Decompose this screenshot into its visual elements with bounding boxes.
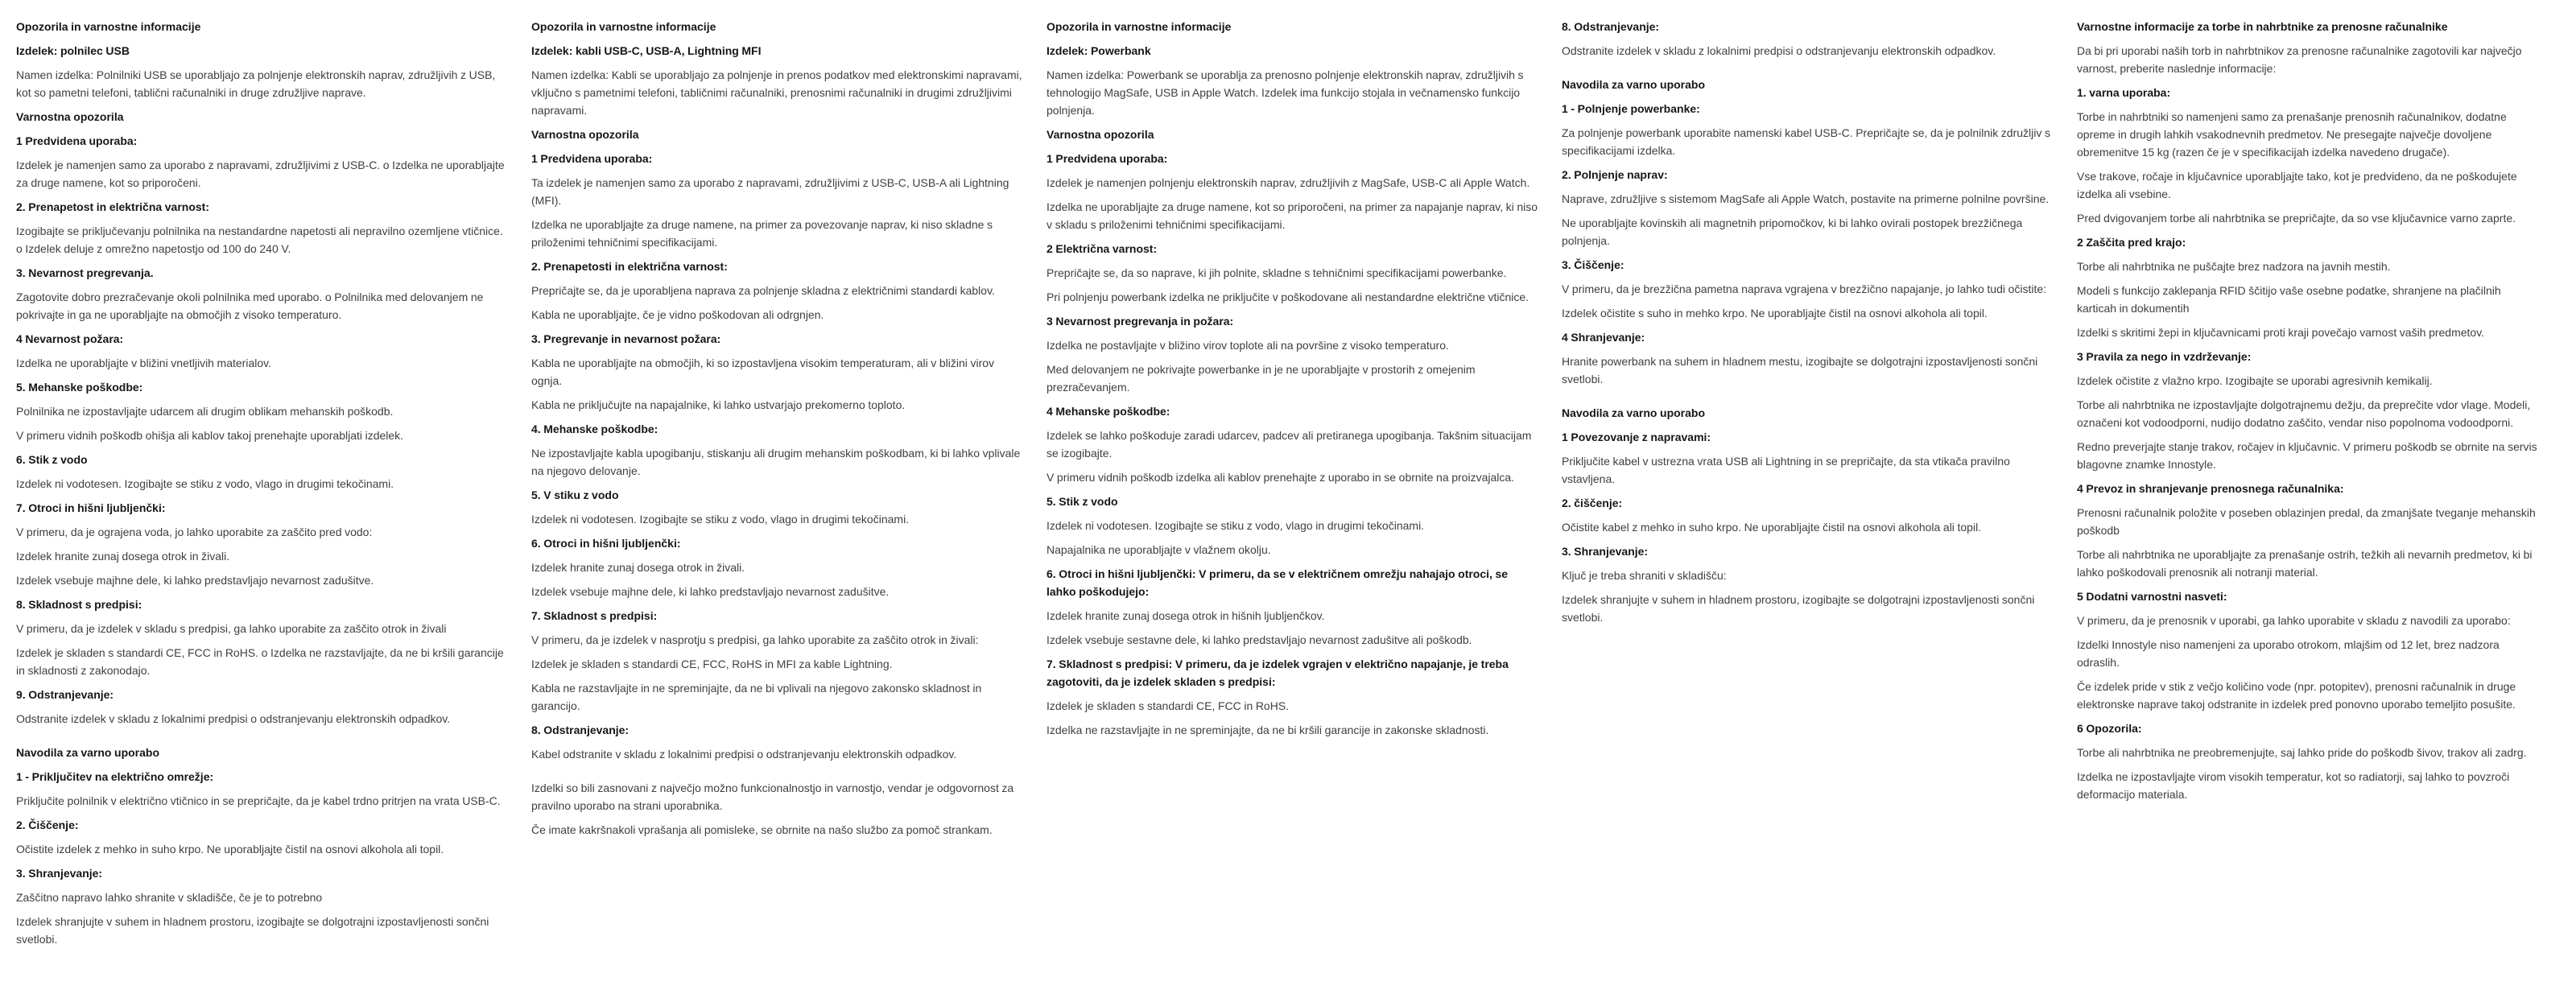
section-heading: 4 Prevoz in shranjevanje prenosnega računalnika: [2077, 482, 2344, 495]
section-heading: 5. V stiku z vodo [531, 489, 619, 501]
paragraph: Izdelka ne postavljajte v bližino virov toplote ali na površine z visoko temperaturo. [1046, 339, 1449, 352]
paragraph: V primeru, da je izdelek v nasprotju s predpisi, ga lahko uporabite za zaščito otrok in živali: [531, 633, 979, 646]
section-heading: 6. Otroci in hišni ljubljenčki: [531, 537, 681, 550]
section-heading: 1 Predvidena uporaba: [16, 134, 138, 147]
paragraph: Izdelka ne uporabljajte v bližini vnetljivih materialov. [16, 357, 271, 369]
section-heading: 5. Mehanske poškodbe: [16, 381, 143, 394]
paragraph: Izdelek je skladen s standardi CE, FCC in RoHS. o Izdelka ne razstavljajte, da ne bi kršili garancije in skladnosti z zakonodajo. [16, 646, 504, 677]
paragraph: Izdelek ni vodotesen. Izogibajte se stiku z vodo, vlago in drugimi tekočinami. [1046, 519, 1425, 532]
paragraph: Torbe in nahrbtniki so namenjeni samo za prenašanje prenosnih računalnikov, dodatne opreme in drugih lahkih vsakodnevnih predmetov. Ne presegajte največje dovoljene obremenitve 15 kg (razen če je v specifikacijah izdelka navedeno drugače). [2077, 110, 2507, 159]
paragraph: Ta izdelek je namenjen samo za uporabo z napravami, združljivimi z USB-C, USB-A ali Lightning (MFI). [531, 176, 1009, 207]
paragraph: Kabla ne uporabljajte, če je vidno poškodovan ali odrgnjen. [531, 308, 824, 321]
section-heading: 2 Zaščita pred krajo: [2077, 236, 2186, 249]
section-heading: 4. Mehanske poškodbe: [531, 423, 658, 435]
section-heading: 1 - Priključitev na električno omrežje: [16, 770, 214, 783]
section-heading: 4 Shranjevanje: [1562, 331, 1645, 344]
paragraph: Če izdelek pride v stik z večjo količino vode (npr. potopitev), prenosni računalnik in druge elektronske naprave takoj odstranite in izdelek pred ponovno uporabo temeljito posušite. [2077, 680, 2516, 711]
section-heading: 3. Čiščenje: [1562, 258, 1624, 271]
paragraph: Kabel odstranite v skladu z lokalnimi predpisi o odstranjevanju elektronskih odpadkov. [531, 748, 957, 761]
paragraph: Modeli s funkcijo zaklepanja RFID ščitijo vaše osebne podatke, shranjene na plačilnih karticah in dokumentih [2077, 284, 2501, 315]
paragraph: Vse trakove, ročaje in ključavnice uporabljajte tako, kot je predvideno, da ne poškodujete izdelka ali vsebine. [2077, 170, 2517, 200]
section-heading: 7. Skladnost s predpisi: V primeru, da je izdelek vgrajen v električno napajanje, je treba zagotoviti, da je izdelek skladen s predpisi: [1046, 658, 1509, 688]
section-heading: 9. Odstranjevanje: [16, 688, 114, 701]
paragraph: Izdelek vsebuje majhne dele, ki lahko predstavljajo nevarnost zadušitve. [531, 585, 890, 598]
paragraph: Ne izpostavljajte kabla upogibanju, stiskanju ali drugim mehanskim poškodbam, ki bi lahko vplivale na njegovo delovanje. [531, 447, 1021, 477]
section-heading: 8. Odstranjevanje: [531, 724, 630, 736]
paragraph: Za polnjenje powerbank uporabite namenski kabel USB-C. Prepričajte se, da je polnilnik združljiv s specifikacijami izdelka. [1562, 126, 2050, 157]
section-heading: 4 Nevarnost požara: [16, 332, 124, 345]
section-heading: 2 Električna varnost: [1046, 242, 1158, 255]
section-heading: 6 Opozorila: [2077, 722, 2142, 735]
section-heading: 5. Stik z vodo [1046, 495, 1118, 508]
column-5 [2077, 18, 2542, 810]
paragraph: Izdelek je namenjen samo za uporabo z napravami, združljivimi z USB-C. o Izdelka ne uporabljajte za druge namene, kot so priporočeni. [16, 159, 505, 189]
paragraph: Izdelek hranite zunaj dosega otrok in živali. [16, 550, 230, 563]
paragraph: Ključ je treba shraniti v skladišču: [1562, 569, 1727, 582]
section-heading: 2. Polnjenje naprav: [1562, 168, 1668, 181]
paragraph: Da bi pri uporabi naših torb in nahrbtnikov za prenosne računalnike zagotovili kar največjo varnost, preberite naslednje informacije: [2077, 44, 2522, 75]
paragraph: Pri polnjenju powerbank izdelka ne priključite v poškodovane ali nestandardne električne vtičnice. [1046, 291, 1530, 303]
section-heading: 1 Predvidena uporaba: [531, 152, 653, 165]
paragraph: Odstranite izdelek v skladu z lokalnimi predpisi o odstranjevanju elektronskih odpadkov. [16, 712, 451, 725]
paragraph: Odstranite izdelek v skladu z lokalnimi predpisi o odstranjevanju elektronskih odpadkov. [1562, 44, 1996, 57]
section-heading: 4 Mehanske poškodbe: [1046, 405, 1170, 418]
paragraph: Prepričajte se, da je uporabljena naprava za polnjenje skladna z električnimi standardi kablov. [531, 284, 995, 297]
paragraph: Izdelka ne izpostavljajte virom visokih temperatur, kot so radiatorji, saj lahko to povzroči deformacijo materiala. [2077, 770, 2510, 801]
section-heading: 1 Povezovanje z napravami: [1562, 431, 1711, 443]
paragraph: Namen izdelka: Polnilniki USB se uporabljajo za polnjenje elektronskih naprav, združljivih z USB, kot so pametni telefoni, tablični računalniki in druge združljive naprave. [16, 68, 496, 99]
section-heading: 1 - Polnjenje powerbanke: [1562, 102, 1700, 115]
paragraph: Če imate kakršnakoli vprašanja ali pomisleke, se obrnite na našo službo za pomoč strankam. [531, 823, 993, 836]
column-2 [531, 18, 1024, 845]
paragraph: V primeru, da je izdelek v skladu s predpisi, ga lahko uporabite za zaščito otrok in živali [16, 622, 447, 635]
section-heading: Izdelek: polnilec USB [16, 44, 130, 57]
section-heading: Navodila za varno uporabo [16, 746, 160, 759]
paragraph: Izdelek ni vodotesen. Izogibajte se stiku z vodo, vlago in drugimi tekočinami. [531, 513, 910, 526]
paragraph: Izdelka ne razstavljajte in ne spreminjajte, da ne bi kršili garancije in zakonske skladnosti. [1046, 724, 1489, 736]
section-heading: 3. Shranjevanje: [1562, 545, 1649, 558]
paragraph: Priključite kabel v ustrezna vrata USB ali Lightning in se prepričajte, da sta vtikača pravilno vstavljena. [1562, 455, 2010, 485]
paragraph: Izdelka ne uporabljajte za druge namene, kot so priporočeni, na primer za napajanje naprav, ki niso v skladu s priloženimi tehničnimi specifikacijami. [1046, 200, 1538, 231]
section-heading: Navodila za varno uporabo [1562, 406, 1706, 419]
column-4 [1562, 18, 2054, 633]
section-heading: 7. Otroci in hišni ljubljenčki: [16, 501, 166, 514]
paragraph: V primeru, da je brezžična pametna naprava vgrajena v brezžično napajanje, jo lahko tudi očistite: [1562, 282, 2047, 295]
paragraph: Med delovanjem ne pokrivajte powerbanke in je ne uporabljajte v prostorih z omejenim prezračevanjem. [1046, 363, 1476, 394]
paragraph: Naprave, združljive s sistemom MagSafe ali Apple Watch, postavite na primerne polnilne površine. [1562, 192, 2050, 205]
section-heading: 8. Odstranjevanje: [1562, 20, 1660, 33]
paragraph: Očistite kabel z mehko in suho krpo. Ne uporabljajte čistil na osnovi alkohola ali topil. [1562, 521, 1982, 534]
paragraph: Izdelek je skladen s standardi CE, FCC, RoHS in MFI za kable Lightning. [531, 658, 893, 670]
section-heading: Izdelek: Powerbank [1046, 44, 1151, 57]
paragraph: V primeru, da je ograjena voda, jo lahko uporabite za zaščito pred vodo: [16, 526, 373, 538]
section-heading: Opozorila in varnostne informacije [1046, 20, 1232, 33]
section-heading: Opozorila in varnostne informacije [16, 20, 201, 33]
paragraph: Zaščitno napravo lahko shranite v skladišče, če je to potrebno [16, 891, 323, 904]
paragraph: Zagotovite dobro prezračevanje okoli polnilnika med uporabo. o Polnilnika med delovanjem ne pokrivajte in ga ne uporabljajte na območjih z visoko temperaturo. [16, 291, 484, 321]
paragraph: Očistite izdelek z mehko in suho krpo. Ne uporabljajte čistil na osnovi alkohola ali topil. [16, 843, 444, 856]
paragraph: Izdelek vsebuje sestavne dele, ki lahko predstavljajo nevarnost zadušitve ali poškodb. [1046, 633, 1472, 646]
section-heading: Varnostna opozorila [1046, 128, 1154, 141]
paragraph: V primeru vidnih poškodb ohišja ali kablov takoj prenehajte uporabljati izdelek. [16, 429, 404, 442]
section-heading: 1. varna uporaba: [2077, 86, 2171, 99]
section-heading: 7. Skladnost s predpisi: [531, 609, 658, 622]
section-heading: 2. čiščenje: [1562, 497, 1623, 509]
paragraph: Torbe ali nahrbtnika ne puščajte brez nadzora na javnih mestih. [2077, 260, 2391, 273]
paragraph: Izdelek shranjujte v suhem in hladnem prostoru, izogibajte se dolgotrajni izpostavljenosti sončni svetlobi. [1562, 593, 2035, 624]
section-heading: 3. Shranjevanje: [16, 867, 103, 880]
paragraph: V primeru, da je prenosnik v uporabi, ga lahko uporabite v skladu z navodili za uporabo: [2077, 614, 2511, 627]
paragraph: Polnilnika ne izpostavljajte udarcem ali drugim oblikam mehanskih poškodb. [16, 405, 394, 418]
paragraph: Izdelek shranjujte v suhem in hladnem prostoru, izogibajte se dolgotrajni izpostavljenosti sončni svetlobi. [16, 915, 489, 946]
paragraph: Izdelek je skladen s standardi CE, FCC in RoHS. [1046, 699, 1290, 712]
paragraph: Izogibajte se priključevanju polnilnika na nestandardne napetosti ali nepravilno ozemljene vtičnice. o Izdelek deluje z omrežno napetostjo od 100 do 240 V. [16, 225, 503, 255]
paragraph: Redno preverjajte stanje trakov, ročajev in ključavnic. V primeru poškodb se obrnite na servis blagovne znamke Innostyle. [2077, 440, 2537, 471]
paragraph: Pred dvigovanjem torbe ali nahrbtnika se prepričajte, da so vse ključavnice varno zaprte. [2077, 212, 2516, 225]
section-heading: Varnostne informacije za torbe in nahrbtnike za prenosne računalnike [2077, 20, 2448, 33]
section-heading: 2. Čiščenje: [16, 818, 79, 831]
paragraph: Kabla ne uporabljajte na območjih, ki so izpostavljena visokim temperaturam, ali v bližini virov ognja. [531, 357, 995, 387]
paragraph: Torbe ali nahrbtnika ne izpostavljajte dolgotrajnemu dežju, da preprečite vdor vlage. Modeli, označeni kot vodoodporni, nudijo dodatno zaščito, vendar niso popolnoma vodoodporni. [2077, 398, 2531, 429]
paragraph: Izdelki s skritimi žepi in ključavnicami proti kraji povečajo varnost vaših predmetov. [2077, 326, 2485, 339]
section-heading: 6. Stik z vodo [16, 453, 88, 466]
column-1 [16, 18, 509, 954]
paragraph: Izdelek očistite s suho in mehko krpo. Ne uporabljajte čistil na osnovi alkohola ali topil. [1562, 307, 1988, 320]
paragraph: Hranite powerbank na suhem in hladnem mestu, izogibajte se dolgotrajni izpostavljenosti sončni svetlobi. [1562, 355, 2038, 385]
paragraph: Prenosni računalnik položite v poseben oblazinjen predal, da zmanjšate tveganje mehanskih poškodb [2077, 506, 2536, 537]
paragraph: Izdelek hranite zunaj dosega otrok in hišnih ljubljenčkov. [1046, 609, 1325, 622]
paragraph: Namen izdelka: Kabli se uporabljajo za polnjenje in prenos podatkov med elektronskimi napravami, vključno s pametnimi telefoni, tabličnimi računalniki, prenosnimi računalniki in drugimi združljivimi napravami. [531, 68, 1022, 117]
section-heading: 3 Nevarnost pregrevanja in požara: [1046, 315, 1234, 328]
section-heading: 3 Pravila za nego in vzdrževanje: [2077, 350, 2252, 363]
paragraph: Izdelek hranite zunaj dosega otrok in živali. [531, 561, 745, 574]
section-heading: 1 Predvidena uporaba: [1046, 152, 1168, 165]
section-heading: Opozorila in varnostne informacije [531, 20, 716, 33]
paragraph: Kabla ne razstavljajte in ne spreminjajte, da ne bi vplivali na njegovo zakonsko skladnost in garancijo. [531, 682, 982, 712]
section-heading: Navodila za varno uporabo [1562, 78, 1706, 91]
paragraph: Prepričajte se, da so naprave, ki jih polnite, skladne s tehničnimi specifikacijami powerbanke. [1046, 266, 1507, 279]
column-3 [1046, 18, 1539, 745]
paragraph: Ne uporabljajte kovinskih ali magnetnih pripomočkov, ki bi lahko ovirali postopek brezžičnega polnjenja. [1562, 216, 2023, 247]
paragraph: Izdelek očistite z vlažno krpo. Izogibajte se uporabi agresivnih kemikalij. [2077, 374, 2433, 387]
paragraph: Torbe ali nahrbtnika ne preobremenjujte, saj lahko pride do poškodb šivov, trakov ali zadrg. [2077, 746, 2527, 759]
paragraph: Izdelka ne uporabljajte za druge namene, na primer za povezovanje naprav, ki niso skladne s priloženimi tehničnimi specifikacijami. [531, 218, 993, 249]
paragraph: Izdelki so bili zasnovani z največjo možno funkcionalnostjo in varnostjo, vendar je odgovornost za pravilno uporabo na strani uporabnika. [531, 781, 1014, 812]
section-heading: 6. Otroci in hišni ljubljenčki: V primeru, da se v električnem omrežju nahajajo otroci, se lahko poškodujejo: [1046, 567, 1509, 598]
paragraph: Priključite polnilnik v električno vtičnico in se prepričajte, da je kabel trdno pritrjen na vrata USB-C. [16, 794, 501, 807]
paragraph: Napajalnika ne uporabljajte v vlažnem okolju. [1046, 543, 1271, 556]
section-heading: 3. Pregrevanje in nevarnost požara: [531, 332, 721, 345]
section-heading: Varnostna opozorila [531, 128, 639, 141]
paragraph: V primeru vidnih poškodb izdelka ali kablov prenehajte z uporabo in se obrnite na proizvajalca. [1046, 471, 1515, 484]
paragraph: Izdelek vsebuje majhne dele, ki lahko predstavljajo nevarnost zadušitve. [16, 574, 374, 587]
section-heading: 3. Nevarnost pregrevanja. [16, 266, 154, 279]
section-heading: Varnostna opozorila [16, 110, 124, 123]
paragraph: Izdelek ni vodotesen. Izogibajte se stiku z vodo, vlago in drugimi tekočinami. [16, 477, 394, 490]
section-heading: 2. Prenapetosti in električna varnost: [531, 260, 728, 273]
paragraph: Namen izdelka: Powerbank se uporablja za prenosno polnjenje elektronskih naprav, združljivih s tehnologijo MagSafe, USB in Apple Watch. Izdelek ima funkcijo stojala in večnamensko funkcijo polnjenja. [1046, 68, 1524, 117]
paragraph: Torbe ali nahrbtnika ne uporabljajte za prenašanje ostrih, težkih ali nevarnih predmetov, ki bi lahko poškodovali prenosnik ali notranji material. [2077, 548, 2533, 579]
section-heading: 2. Prenapetost in električna varnost: [16, 200, 209, 213]
section-heading: 8. Skladnost s predpisi: [16, 598, 142, 611]
paragraph: Izdelek je namenjen polnjenju elektronskih naprav, združljivih z MagSafe, USB-C ali Apple Watch. [1046, 176, 1530, 189]
paragraph: Izdelek se lahko poškoduje zaradi udarcev, padcev ali pretiranega upogibanja. Takšnim situacijam se izogibajte. [1046, 429, 1532, 460]
paragraph: Kabla ne priključujte na napajalnike, ki lahko ustvarjajo prekomerno toploto. [531, 398, 906, 411]
section-heading: Izdelek: kabli USB-C, USB-A, Lightning MFI [531, 44, 762, 57]
paragraph: Izdelki Innostyle niso namenjeni za uporabo otrokom, mlajšim od 12 let, brez nadzora odraslih. [2077, 638, 2500, 669]
section-heading: 5 Dodatni varnostni nasveti: [2077, 590, 2227, 603]
